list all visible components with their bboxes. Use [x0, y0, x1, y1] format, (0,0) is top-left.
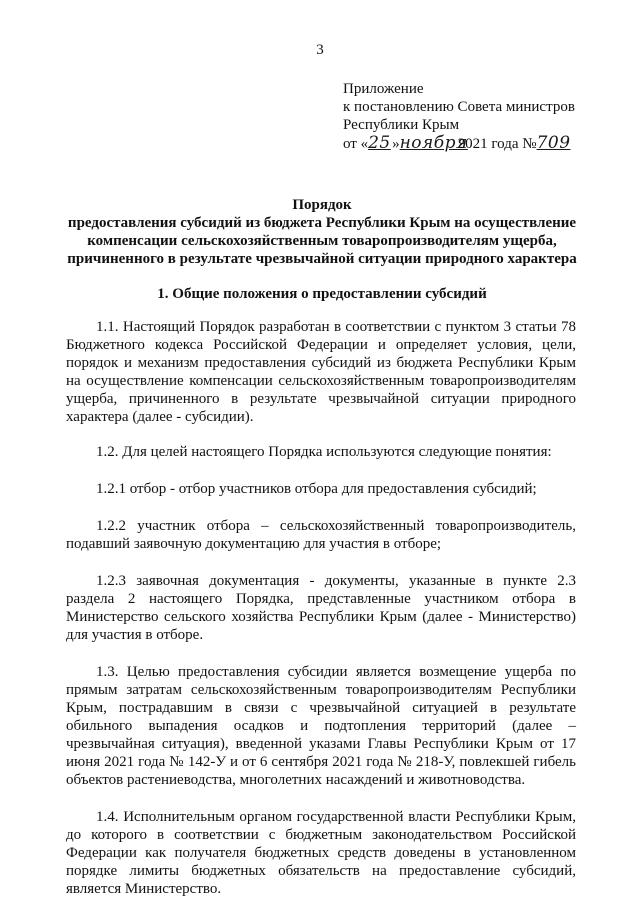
- paragraph-1-2-3: 1.2.3 заявочная документация - документы, указанные в пункте 2.3 раздела 2 настоящего Порядка, представленные участником отбора в Министерство сельского хозяйства Республики Крым (далее - Министерство) для участия в отборе.: [66, 573, 576, 643]
- date-year: 2021 года №: [457, 136, 537, 152]
- page-number: 3: [316, 42, 324, 58]
- handwritten-month: ноября: [399, 133, 468, 153]
- title-line-4: причиненного в результате чрезвычайной ситуации природного характера: [67, 251, 577, 267]
- date-quote-close: »: [392, 136, 400, 152]
- handwritten-day: 25: [368, 133, 391, 153]
- paragraph-1-2-1: 1.2.1 отбор - отбор участников отбора для предоставления субсидий;: [96, 481, 537, 497]
- title-line-3: компенсации сельскохозяйственным товаропроизводителям ущерба,: [87, 233, 557, 249]
- appendix-republic: Республики Крым: [343, 117, 460, 133]
- document-body: [66, 318, 576, 898]
- paragraph-1-4: 1.4. Исполнительным органом государственной власти Республики Крым, до которого в соответствии с бюджетным законодательством Российской Федерации как получателя бюджетных средств доведены в установленном порядке лимиты бюджетных обязательств на предоставление субсидий, является Министерство.: [66, 809, 576, 897]
- handwritten-doc-number: 709: [536, 133, 571, 153]
- title-line-1: Порядок: [292, 197, 352, 213]
- appendix-label: Приложение: [343, 81, 424, 97]
- paragraph-1-3: 1.3. Целью предоставления субсидии является возмещение ущерба по прямым затратам сельскохозяйственным товаропроизводителям Республики Крым, пострадавшим в связи с чрезвычайной ситуацией в результате обильного выпадения осадков и подтопления территорий (далее – чрезвычайная ситуация), введенной указами Главы Республики Крым от 17 июня 2021 года № 142-У и от 6 сентября 2021 года № 218-У, повлекшей гибель объектов растениеводства, многолетних насаждений и животноводства.: [66, 664, 576, 788]
- document-title: [56, 196, 588, 268]
- paragraph-1-1: 1.1. Настоящий Порядок разработан в соответствии с пунктом 3 статьи 78 Бюджетного кодекса Российской Федерации и определяет условия, цели, порядок и механизм предоставления субсидий из бюджета Республики Крым на осуществление компенсации сельскохозяйственным товаропроизводителям ущерба, причиненного в результате чрезвычайной ситуации природного характера (далее - субсидии).: [66, 319, 576, 425]
- title-line-2: предоставления субсидий из бюджета Республики Крым на осуществление: [67, 215, 577, 231]
- date-prefix: от «: [343, 136, 369, 152]
- section-heading: 1. Общие положения о предоставлении субсидий: [157, 286, 487, 302]
- paragraph-1-2-2: 1.2.2 участник отбора – сельскохозяйственный товаропроизводитель, подавший заявочную документацию для участия в отборе;: [66, 518, 576, 552]
- appendix-resolution-ref: к постановлению Совета министров: [343, 99, 575, 115]
- appendix-block: [343, 80, 623, 153]
- appendix-date-line: [343, 134, 623, 153]
- paragraph-1-2: 1.2. Для целей настоящего Порядка используются следующие понятия:: [96, 444, 552, 460]
